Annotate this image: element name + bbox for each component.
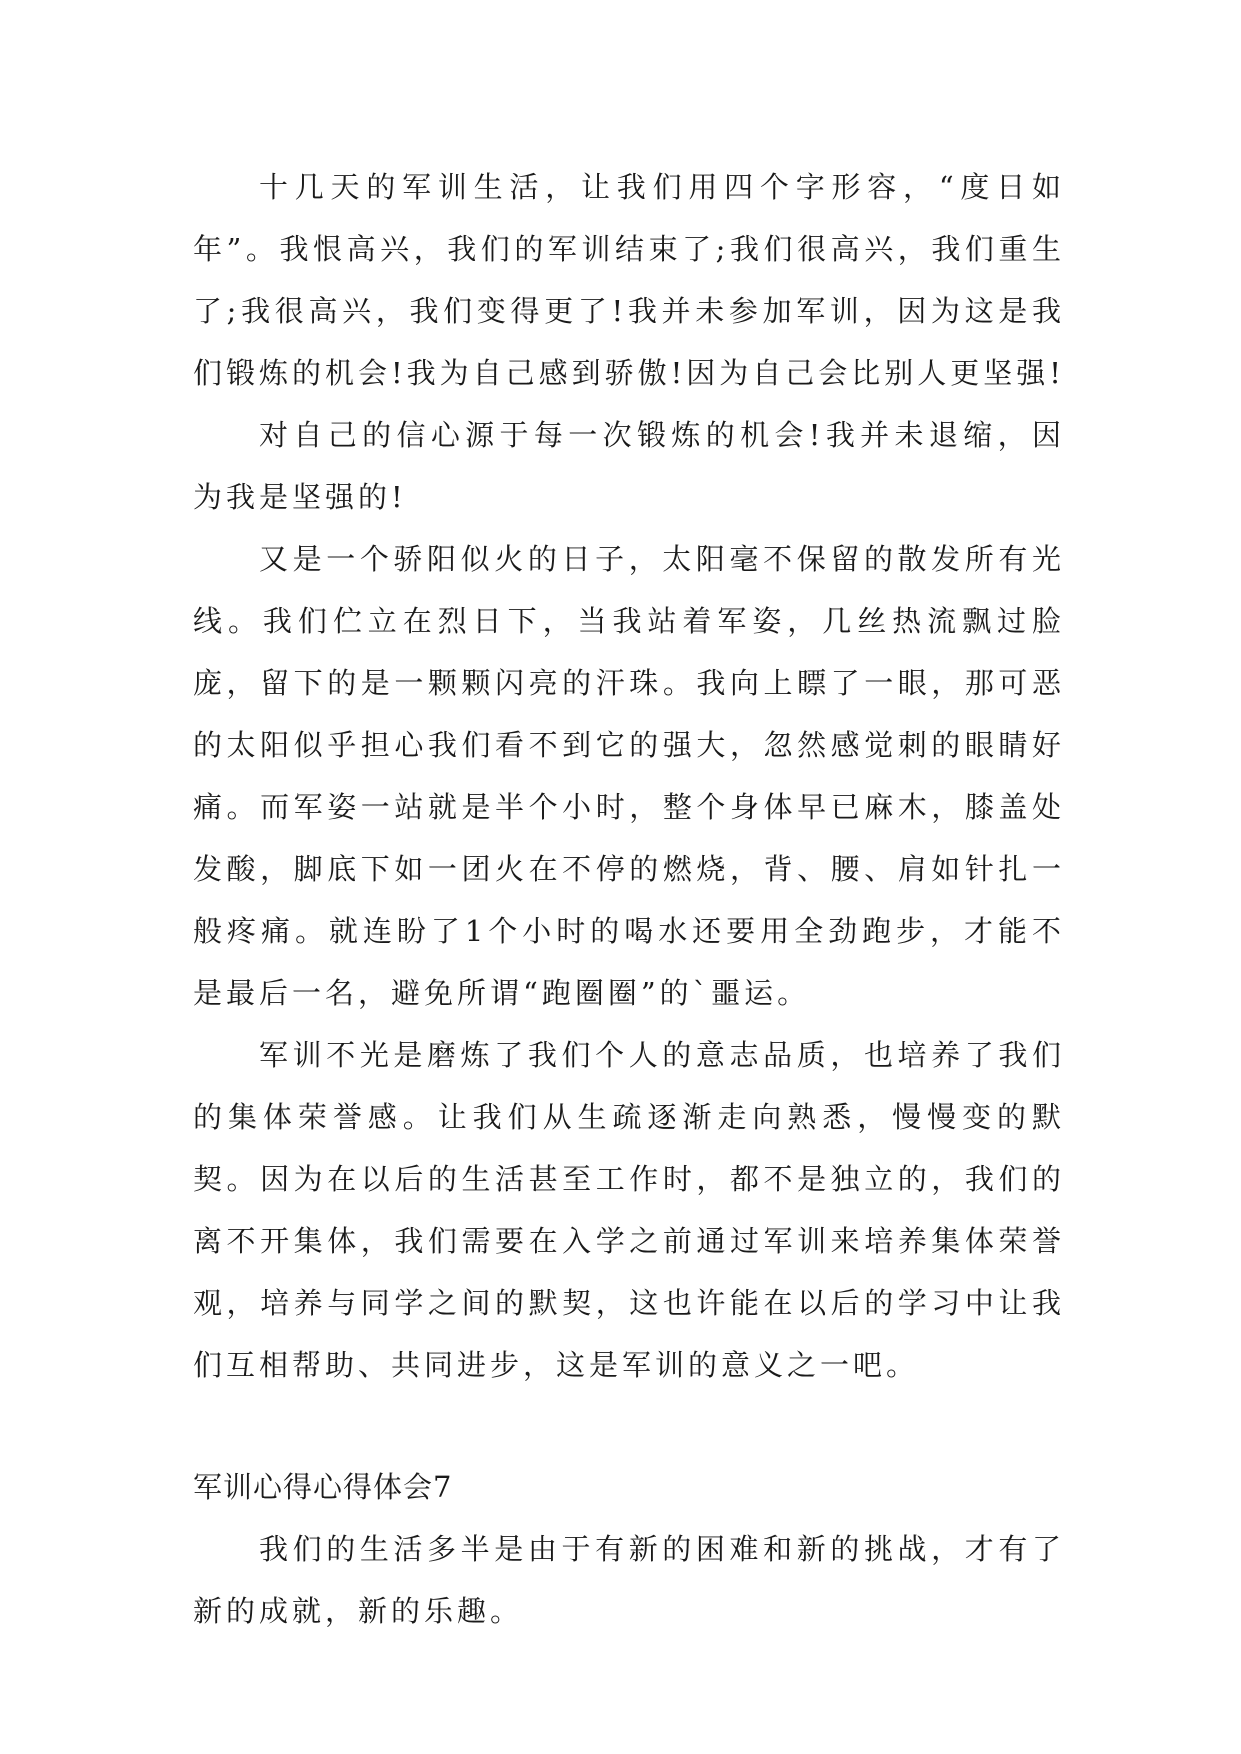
section-heading: 军训心得心得体会7 xyxy=(193,1470,453,1504)
document-body xyxy=(193,156,1065,1642)
paragraph-self-confidence: 对自己的信心源于每一次锻炼的机会!我并未退缩，因为我是坚强的! xyxy=(193,418,1065,514)
paragraph-military-training-feelings: 十几天的军训生活，让我们用四个字形容，“度日如年”。我恨高兴，我们的军训结束了;我们很高兴，我们重生了;我很高兴，我们变得更了!我并未参加军训，因为这是我们锻炼的机会!我为自己感到骄傲!因为自己会比别人更坚强! xyxy=(193,170,1065,390)
paragraph-new-challenges: 我们的生活多半是由于有新的困难和新的挑战，才有了新的成就，新的乐趣。 xyxy=(193,1532,1065,1628)
paragraph-hot-day-standing: 又是一个骄阳似火的日子，太阳毫不保留的散发所有光线。我们伫立在烈日下，当我站着军姿，几丝热流飘过脸庞，留下的是一颗颗闪亮的汗珠。我向上瞟了一眼，那可恶的太阳似乎担心我们看不到它的强大，忽然感觉刺的眼睛好痛。而军姿一站就是半个小时，整个身体早已麻木，膝盖处发酸，脚底下如一团火在不停的燃烧，背、腰、肩如针扎一般疼痛。就连盼了1个小时的喝水还要用全劲跑步，才能不是最后一名，避免所谓“跑圈圈”的`噩运。 xyxy=(193,542,1065,1010)
paragraph-collective-honor: 军训不光是磨炼了我们个人的意志品质，也培养了我们的集体荣誉感。让我们从生疏逐渐走向熟悉，慢慢变的默契。因为在以后的生活甚至工作时，都不是独立的，我们的离不开集体，我们需要在入学之前通过军训来培养集体荣誉观，培养与同学之间的默契，这也许能在以后的学习中让我们互相帮助、共同进步，这是军训的意义之一吧。 xyxy=(193,1038,1065,1382)
